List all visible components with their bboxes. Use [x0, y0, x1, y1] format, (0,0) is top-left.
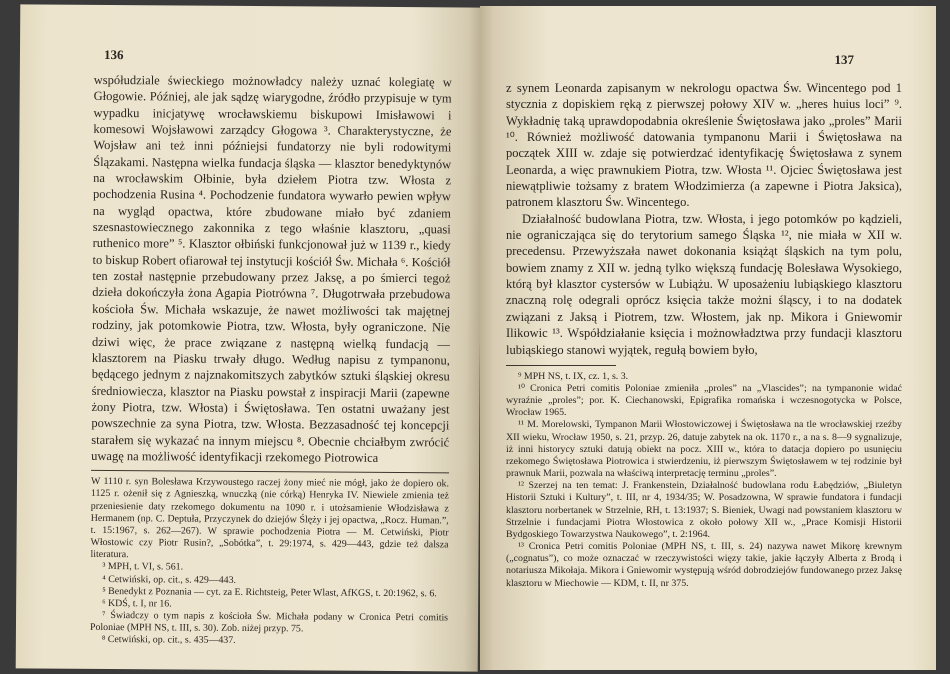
right-footnote-10: ¹⁰ Cronica Petri comitis Poloniae zmieniła „proles” na „Vlascides”; na tympanonie widać wyraźnie „proles”; por. K. Ciechanowski, Epigrafika romańska i wczesnogotycka w Polsce, Wrocław 1965. — [506, 383, 902, 419]
right-footnote-rule — [506, 365, 616, 366]
right-paragraph-1: z synem Leonarda zapisanym w nekrologu opactwa Św. Wincentego pod 1 stycznia z dopiskiem ręką z pierwszej połowy XIV w. „heres huius loci” ⁹. Wykładnię taką uprawdopodabnia określenie Świętosława jako „proles” Marii ¹⁰. Również możliwość datowania tympanonu Marii i Świętosława na początek XIII w. zdaje się potwierdzać identyfikację Świętosława z synem Leonarda, a więc prawnukiem Piotra, tzw. Włosta ¹¹. Ojciec Świętosława jest niewątpliwie tożsamy z bratem Włodzimierza (a zapewne i Piotra Jaksica), patronem klasztoru Św. Wincentego. — [506, 81, 902, 210]
left-body-text — [91, 72, 452, 467]
page-number-left: 136 — [103, 46, 124, 63]
left-footnote-3: ³ MPH, t. VI, s. 561. — [102, 561, 184, 573]
left-footnote-6: ⁶ KDŚ, t. I, nr 16. — [102, 597, 172, 610]
right-footnote-11: ¹¹ M. Morelowski, Tympanon Marii Włostowiczowej i Świętosława na tle wrocławskiej rzeźby XII wieku, Wrocław 1950, s. 21, przyp. 26, datuje zabytek na ok. 1170 r., a na s. 8—9 sygnalizuje, iż inni historycy sztuki datują obiekt na pocz. XIII w., która to datacja dopiero po usunięciu rzekomego Świętosława Piotrowica i stwierdzeniu, iż pierwszym Świętosławem w tej rodzinie był prawnuk Marii, pozwala na właściwą interpretację terminu „proles”. — [506, 419, 902, 480]
left-footnotes — [90, 476, 449, 649]
left-footnote-8: ⁸ Cetwiński, op. cit., s. 435—437. — [101, 634, 236, 647]
left-footnote-7: ⁷ Świadczy o tym napis z kościoła Św. Michała podany w Cronica Petri comitis Poloniae (MPH NS, t. III, s. 30). Zob. niżej przyp. 75. — [89, 609, 449, 635]
right-page — [480, 6, 936, 670]
right-body-text — [506, 80, 902, 358]
right-paragraph-2: Działalność budowlana Piotra, tzw. Włosta, i jego potomków po kądzieli, nie ograniczająca się do terytorium samego Śląska ¹², nie miała w XII w. precedensu. Przewyższała nawet dokonania książąt śląskich na tym polu, bowiem znamy z XII w. jedną tylko większą fundację Bolesława Wysokiego, którą był klasztor cystersów w Lubiążu. W uposażeniu lubiąskiego klasztoru znaczną rolę odegrali oprócz księcia także możni śląscy, i to na dodatek związani z Jaksą i Piotrem, tzw. Włostem, jak np. Mikora i Gniewomir Ilikowic ¹³. Współdziałanie księcia i możnowładztwa przy fundacji klasztoru lubiąskiego stanowi wyjątek, regułą bowiem było, — [506, 211, 902, 357]
right-footnote-12: ¹² Szerzej na ten temat: J. Frankenstein, Działalność budowlana rodu Łabędziów, „Biuletyn Historii Sztuki i Kultury”, t. III, nr 4, 1934/35; W. Posadzowna, W sprawie fundatora i fundacji klasztoru norbertanek w Strzelnie, RH, t. 13:1937; S. Bieniek, Uwagi nad powstaniem klasztoru w Strzelnie i fundacjami Piotra Włostowica z około połowy XII w., „Prace Komisji Historii Bydgoskiego Towarzystwa Naukowego”, t. 2:1964. — [506, 480, 902, 540]
left-paragraph-1: współudziale świeckiego możnowładcy należy uznać kolegiatę w Głogowie. Później, ale jak sądzę wiarygodne, źródło przypisuje w tym wypadku inicjatywę wrocławskiemu biskupowi Imisławowi i komesowi Wojsławowi zarządcy Głogowa ³. Charakterystyczne, że Wojsław ani też inni późniejsi fundatorzy nie byli rodowitymi Ślązakami. Następna wielka fundacja śląska — klasztor benedyktynów na wrocławskim Ołbinie, była dziełem Piotra tzw. Włosta z pochodzenia Rusina ⁴. Pochodzenie fundatora wywarło pewien wpływ na wygląd opactwa, które zbudowane miało być zdaniem szesnastowiecznego zakonnika z tego właśnie klasztoru, „quasi ruthenico more” ⁵. Klasztor ołbiński funkcjonował już w 1139 r., kiedy to biskup Robert ofiarował tej instytucji kościół Św. Michała ⁶. Kościół ten został następnie przebudowany przez Jaksę, a po śmierci tegoż dzieła dokończyła żona Agapia Piotrówna ⁷. Długotrwała przebudowa kościoła Św. Michała wskazuje, że nawet możliwości tak majętnej rodziny, jak potomkowie Piotra, tzw. Włosta, były ograniczone. Nie dziwi więc, że prace związane z następną wielką fundacją — klasztorem na Piasku trwały długo. Według napisu z tympanonu, będącego jednym z najznakomitszych zabytków sztuki śląskiej okresu średniowiecza, klasztor na Piasku powstał z inspiracji Marii (zapewne żony Piotra, tzw. Włosta) i Świętosława. Ten ostatni uważany jest powszechnie za syna Piotra, tzw. Włosta. Bezzasadność tej koncepcji starałem się wykazać na innym miejscu ⁸. Obecnie chciałbym zwrócić uwagę na możliwość identyfikacji rzekomego Piotrowica — [91, 72, 452, 465]
left-footnote-continued: W 1110 r. syn Bolesława Krzywoustego raczej żony mieć nie mógł, jako że dopiero ok. 1125 r. ożenił się z Agnieszką, wnuczką (nie córką) Henryka IV. Niewiele zmienia też przeniesienie daty rzekomego dokumentu na 1090 r. i utożsamienie Włodzisława z Hermanem (np. C. Deptuła, Przyczynek do dziejów Ślęży i jej opactwa, „Rocz. Human.”, t. 15:1967, s. 262—267). W sprawie pochodzenia Piotra — M. Cetwiński, Piotr Włostowic czy Piotr Rusin?, „Sobótka”, t. 29:1974, s. 429—443, gdzie też dalsza literatura. — [90, 476, 450, 561]
left-footnote-rule — [91, 470, 449, 473]
left-footnote-4: ⁴ Cetwiński, op. cit., s. 429—443. — [102, 573, 237, 586]
page-number-right: 137 — [834, 52, 854, 67]
book-spread — [18, 6, 936, 670]
right-footnote-13: ¹³ Cronica Petri comitis Poloniae (MPH NS, t. III, s. 24) nazywa nawet Mikorę krewnym („cognatus”), co może oznaczać w rzeczywistości więzy takie, jakie łączyły Alberta z Brodą i notariusza Mikołaja. Mikora i Gniewomir występują wśród dobrodziejów fundowanego przez Jaksę klasztoru w Miechowie — KDM, t. II, nr 375. — [506, 541, 902, 589]
left-footnote-5: ⁵ Benedykt z Poznania — cyt. za E. Richtsteig, Peter Wlast, AfKGS, t. 20:1962, s. 6. — [102, 585, 437, 599]
right-footnote-9: ⁹ MPH NS, t. IX, cz. 1, s. 3. — [518, 370, 629, 382]
right-footnotes — [506, 371, 902, 590]
left-page — [16, 4, 483, 671]
